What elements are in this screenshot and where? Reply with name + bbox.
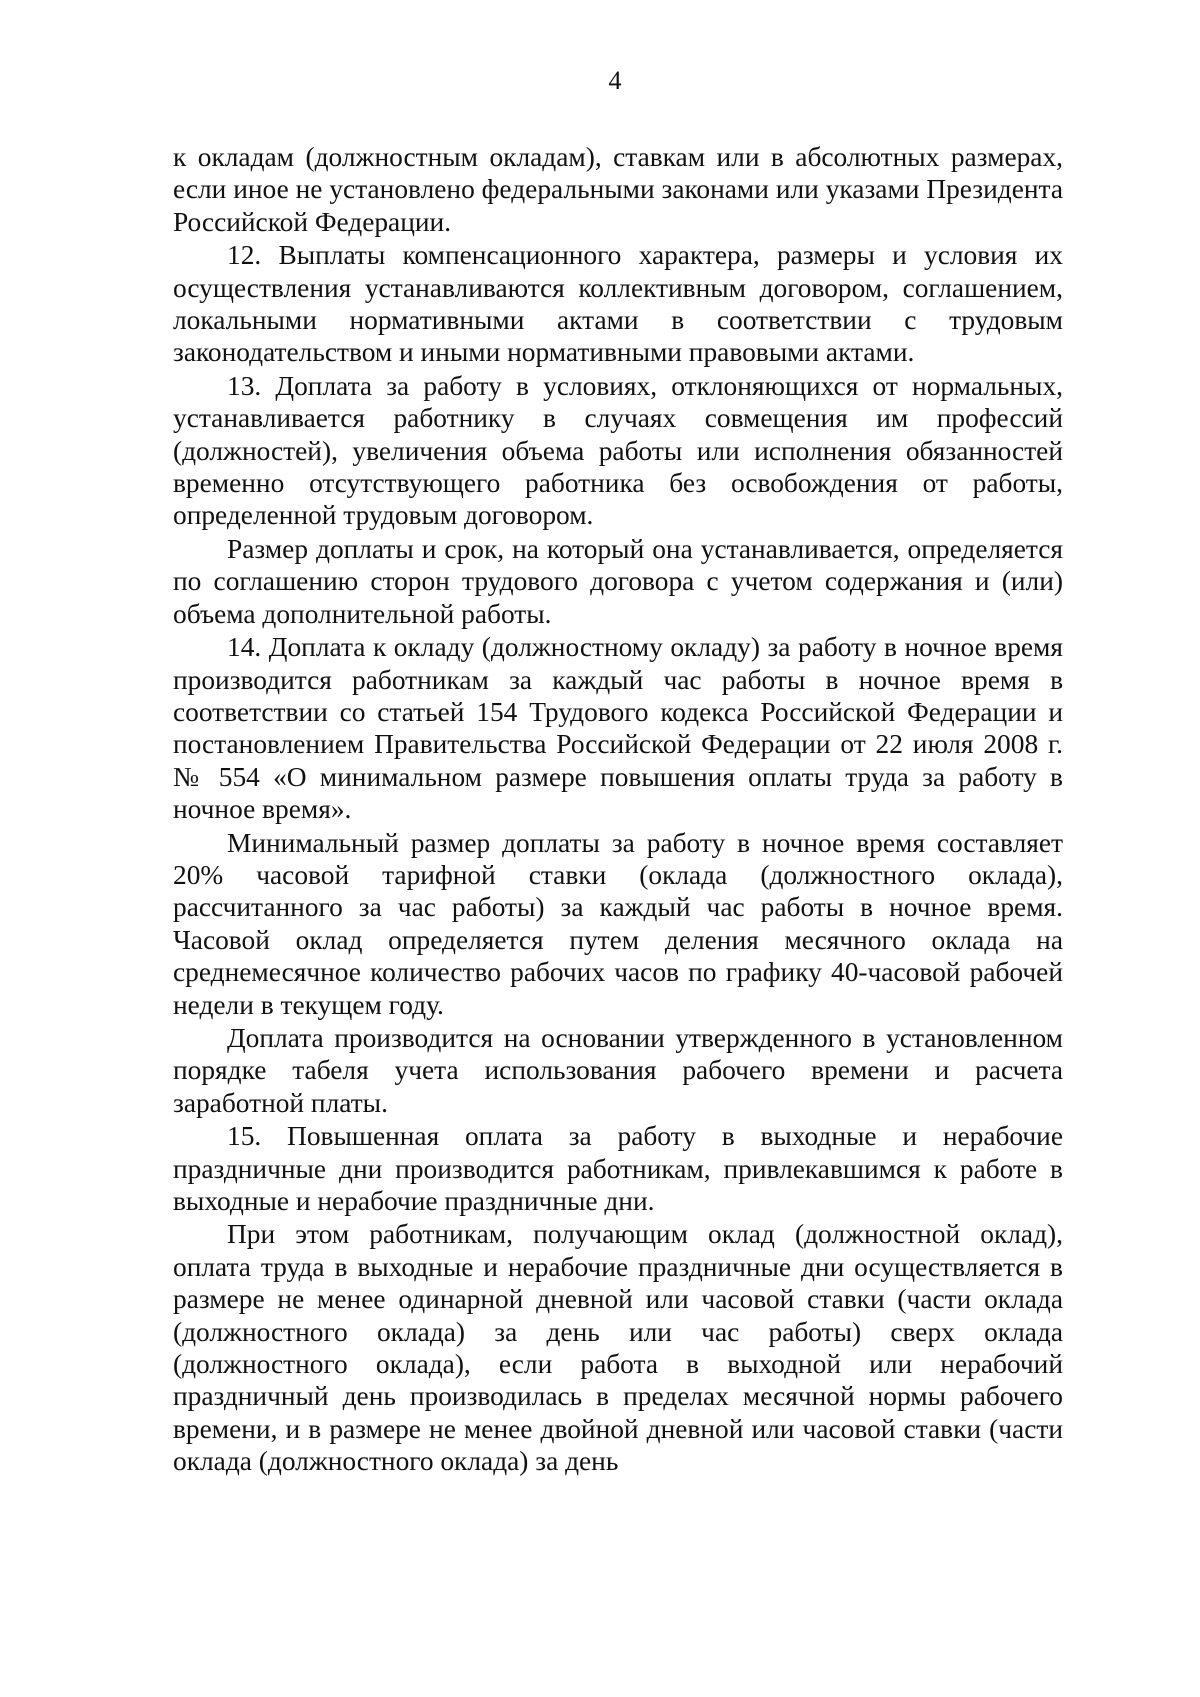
document-body	[173, 141, 1063, 1479]
page-number: 4	[608, 66, 622, 95]
paragraph-item-13: 13. Доплата за работу в условиях, отклоняющихся от нормальных, устанавливается работнику в случаях совмещения им профессий (должностей), увеличения объема работы или исполнения обязанностей временно отсутствующего работника без освобождения от работы, определенной трудовым договором.	[173, 370, 1063, 531]
paragraph-item-12: 12. Выплаты компенсационного характера, размеры и условия их осуществления устанавливаются коллективным договором, соглашением, локальными нормативными актами в соответствии с трудовым законодательством и иными нормативными правовыми актами.	[173, 240, 1063, 368]
paragraph-item-15-payment: При этом работникам, получающим оклад (должностной оклад), оплата труда в выходные и нерабочие праздничные дни осуществляется в размере не менее одинарной дневной или часовой ставки (части оклада (должностного оклада) за день или час работы) сверх оклада (должностного оклада), если работа в выходной или нерабочий праздничный день производилась в пределах месячной нормы рабочего времени, и в размере не менее двойной дневной или часовой ставки (части оклада (должностного оклада) за день	[173, 1219, 1063, 1477]
paragraph-continuation: к окладам (должностным окладам), ставкам или в абсолютных размерах, если иное не установлено федеральными законами или указами Президента Российской Федерации.	[173, 142, 1063, 237]
paragraph-item-14-basis: Доплата производится на основании утвержденного в установленном порядке табеля учета использования рабочего времени и расчета заработной платы.	[173, 1022, 1063, 1118]
paragraph-item-14: 14. Доплата к окладу (должностному окладу) за работу в ночное время производится работникам за каждый час работы в ночное время в соответствии со статьей 154 Трудового кодекса Российской Федерации и постановлением Правительства Российской Федерации от 22 июля 2008 г. № 554 «О минимальном размере повышения оплаты труда за работу в ночное время».	[173, 632, 1063, 825]
paragraph-item-13-size: Размер доплаты и срок, на который она устанавливается, определяется по соглашению сторон трудового договора с учетом содержания и (или) объема дополнительной работы.	[173, 533, 1063, 629]
paragraph-item-14-minimum: Минимальный размер доплаты за работу в ночное время составляет 20% часовой тарифной ставки (оклада (должностного оклада), рассчитанного за час работы) за каждый час работы в ночное время. Часовой оклад определяется путем деления месячного оклада на среднемесячное количество рабочих часов по графику 40-часовой рабочей недели в текущем году.	[173, 827, 1063, 1020]
paragraph-item-15: 15. Повышенная оплата за работу в выходные и нерабочие праздничные дни производится работникам, привлекавшимся к работе в выходные и нерабочие праздничные дни.	[173, 1121, 1063, 1216]
